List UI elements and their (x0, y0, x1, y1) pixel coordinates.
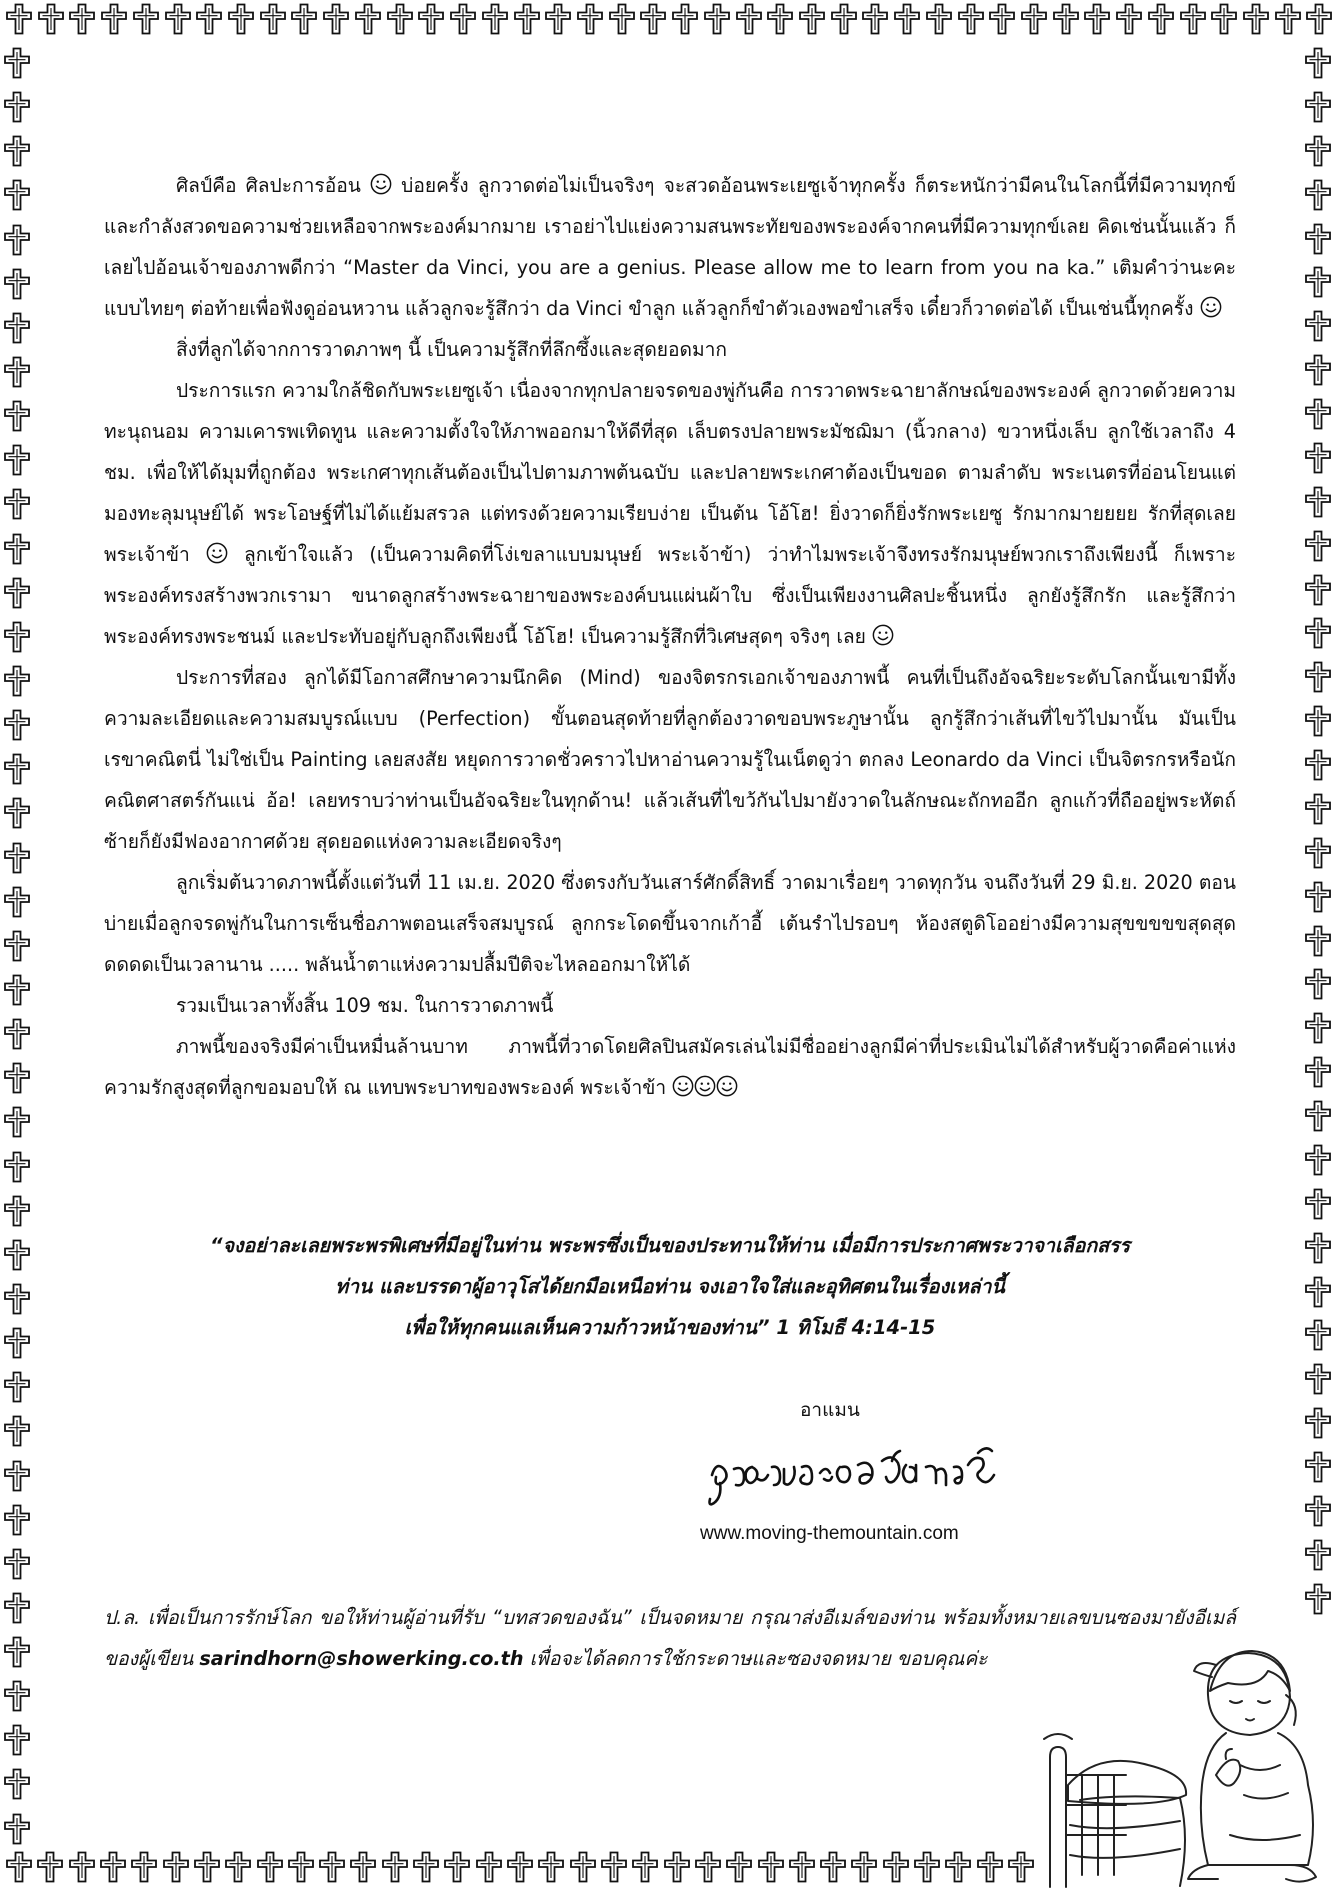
cross-icon (512, 2, 542, 36)
cross-icon (1303, 836, 1333, 870)
cross-icon (67, 1850, 97, 1884)
cross-icon (630, 1850, 660, 1884)
cross-icon (1303, 1099, 1333, 1133)
paragraph-text: รวมเป็นเวลาทั้งสิ้น 109 ชม. ในการวาดภาพนี้ (176, 994, 554, 1017)
cross-icon (2, 1017, 32, 1051)
cross-icon (2, 178, 32, 212)
cross-icon (2, 1679, 32, 1713)
cross-icon (1303, 792, 1333, 826)
body-paragraph (104, 657, 1236, 862)
paragraph-text: บ่อยครั้ง ลูกวาดต่อไม่เป็นจริงๆ จะสวดอ้อนพระเยซูเจ้าทุกครั้ง ก็ตระหนักว่ามีคนในโลกนี้ที่มีความทุกข์และกำลังสวดขอความช่วยเหลือจากพระองค์มากมาย เราอย่าไปแย่งความสนพระทัยของพระองค์จากคนที่มีความทุกข์เลย คิดเช่นนั้นแล้ว ก็เลยไปอ้อนเจ้าของภาพดีกว่า “Master da Vinci, you are a genius. Please allow me to learn from you na ka.” เติมคำว่านะคะแบบไทยๆ ต่อท้ายเพื่อฟังดูอ่อนหวาน แล้วลูกจะรู้สึกว่า da Vinci ขำลูก แล้วลูกก็ขำตัวเองพอขำเสร็จ เดี๋ยวก็วาดต่อได้ เป็นเช่นนี้ทุกครั้ง (104, 174, 1237, 320)
cross-icon (2, 620, 32, 654)
cross-icon (2, 311, 32, 345)
cross-icon (98, 1850, 128, 1884)
cross-icon (348, 1850, 378, 1884)
website-url: www.moving-themountain.com (700, 1523, 959, 1544)
cross-icon (2, 1238, 32, 1272)
cross-icon (1303, 1582, 1333, 1616)
cross-icon (2, 134, 32, 168)
cross-icon (536, 1850, 566, 1884)
cross-icon (2, 532, 32, 566)
cross-icon (2, 1370, 32, 1404)
cross-icon (2, 1105, 32, 1139)
cross-icon (662, 1850, 692, 1884)
cross-icon (787, 1850, 817, 1884)
cross-icon (724, 1850, 754, 1884)
scripture-quote (104, 1225, 1236, 1348)
quote-line: เพื่อให้ทุกคนแลเห็นความก้าวหน้าของท่าน” 1 ทิโมธี 4:14-15 (404, 1316, 936, 1339)
paragraph-text: ประการแรก ความใกล้ชิดกับพระเยซูเจ้า เนื่องจากทุกปลายจรดของพู่กันคือ การวาดพระฉายาลักษณ์ของพระองค์ ลูกวาดด้วยความทะนุถนอม ความเคารพเทิดทูน และความตั้งใจให้ภาพออกมาให้ดีที่สุด เล็บตรงปลายพระมัชฌิมา (นิ้วกลาง) ขวาหนึ่งเล็บ ลูกใช้เวลาถึง 4 ชม. เพื่อให้ได้มุมที่ถูกต้อง พระเกศาทุกเส้นต้องเป็นไปตามภาพต้นฉบับ และปลายพระเกศาต้องเป็นขอด ตามลำดับ พระเนตรที่อ่อนโยนแต่มองทะลุมนุษย์ได้ พระโอษฐ์ที่ไม่ได้แย้มสรวล แต่ทรงด้วยความเรียบง่าย เป็นต้น โอ้โฮ! ยิ่งวาดก็ยิ่งรักพระเยซู รักมากมายยยย รักที่สุดเลย พระเจ้าข้า (104, 379, 1236, 566)
cross-icon (1303, 1318, 1333, 1352)
cross-icon (385, 2, 415, 36)
cross-icon (1273, 2, 1303, 36)
cross-icon (2, 664, 32, 698)
cross-icon (797, 2, 827, 36)
cross-icon (2, 752, 32, 786)
body-paragraph (104, 1026, 1236, 1108)
cross-icon (480, 2, 510, 36)
cross-icon (353, 2, 383, 36)
cross-icon (1082, 2, 1112, 36)
cross-icon (2, 973, 32, 1007)
cross-icon (2, 1150, 32, 1184)
cross-icon (599, 1850, 629, 1884)
cross-icon (474, 1850, 504, 1884)
cross-icon (2, 90, 32, 124)
cross-icon (2, 1635, 32, 1669)
cross-icon (1303, 573, 1333, 607)
cross-icon (543, 2, 573, 36)
cross-icon (36, 2, 66, 36)
cross-icon (2, 443, 32, 477)
cross-icon (818, 1850, 848, 1884)
body-paragraph (104, 985, 1236, 1026)
cross-icon (1303, 880, 1333, 914)
body-paragraph (104, 165, 1236, 329)
cross-icon (912, 1850, 942, 1884)
cross-icon (163, 2, 193, 36)
smiley-face-icon (1200, 296, 1222, 318)
quote-line: “จงอย่าละเลยพระพรพิเศษที่มีอยู่ในท่าน พระพรซึ่งเป็นของประทานให้ท่าน เมื่อมีการประกาศพระวาจาเลือกสรร (210, 1234, 1130, 1257)
cross-icon (1303, 529, 1333, 563)
smiley-face-icon (694, 1075, 716, 1097)
cross-icon (702, 2, 732, 36)
cross-icon (194, 2, 224, 36)
cross-icon (987, 2, 1017, 36)
paragraph-text: ลูกเริ่มต้นวาดภาพนี้ตั้งแต่วันที่ 11 เม.ย. 2020 ซึ่งตรงกับวันเสาร์ศักดิ์สิทธิ์ วาดมาเรื่อยๆ วาดทุกวัน จนถึงวันที่ 29 มิ.ย. 2020 ตอนบ่ายเมื่อลูกจรดพู่กันในการเซ็นชื่อภาพตอนเสร็จสมบูรณ์ ลูกกระโดดขึ้นจากเก้าอี้ เต้นรำไปรอบๆ ห้องสตูดิโออย่างมีความสุขขขขขสุดสุดดดดดเป็นเวลานาน ..... พลันน้ำตาแห่งความปลื้มปีติจะไหลออกมาให้ได้ (104, 871, 1236, 976)
cross-icon (4, 1850, 34, 1884)
cross-icon (1303, 222, 1333, 256)
body-paragraph (104, 862, 1236, 985)
paragraph-text: ศิลป์คือ ศิลปะการอ้อน (176, 174, 371, 197)
cross-icon (693, 1850, 723, 1884)
cross-icon (448, 2, 478, 36)
cross-icon (2, 487, 32, 521)
border-left (2, 46, 36, 1846)
cross-icon (2, 1812, 32, 1846)
cross-icon (1303, 90, 1333, 124)
cross-icon (1303, 397, 1333, 431)
cross-icon (1051, 2, 1081, 36)
cross-icon (416, 2, 446, 36)
cross-icon (2, 355, 32, 389)
postscript-text: ป.ล. เพื่อเป็นการรักษ์โลก ขอให้ท่านผู้อ่านที่รับ “บทสวดของฉัน” เป็นจดหมาย กรุณาส่งอีเมล์ของท่าน พร้อมทั้งหมายเลขบนซองมายังอีเมล์ของผู้เขียน (104, 1606, 1236, 1670)
paragraph-text: ประการที่สอง ลูกได้มีโอกาสศึกษาความนึกคิด (Mind) ของจิตรกรเอกเจ้าของภาพนี้ คนที่เป็นถึงอัจฉริยะระดับโลกนั้นเขามีทั้งความละเอียดและความสมบูรณ์แบบ (Perfection) ขั้นตอนสุดท้ายที่ลูกต้องวาดขอบพระภูษานั้น ลูกรู้สึกว่าเส้นที่ไขว้ไปมานั้น มันเป็นเรขาคณิตนี่ ไม่ใช่เป็น Painting เลยสงสัย หยุดการวาดชั่วคราวไปหาอ่านความรู้ในเน็ตดูว่า ตกลง Leonardo da Vinci เป็นจิตรกรหรือนักคณิตศาสตร์กันแน่ อ้อ! เลยทราบว่าท่านเป็นอัจฉริยะในทุกด้าน! แล้วเส้นที่ไขว้กันไปมายังวาดในลักษณะถักทออีก ลูกแก้วที่ถืออยู่พระหัตถ์ซ้ายก็ยังมีฟองอากาศด้วย สุดยอดแห่งความละเอียดจริงๆ (104, 666, 1236, 853)
cross-icon (1303, 441, 1333, 475)
paragraph-text: ลูกเข้าใจแล้ว (เป็นความคิดที่โง่เขลาแบบมนุษย์ พระเจ้าข้า) ว่าทำไมพระเจ้าจึงทรงรักมนุษย์พวกเราถึงเพียงนี้ ก็เพราะพระองค์ทรงสร้างพวกเรามา ขนาดลูกสร้างพระฉายาของพระองค์บนแผ่นผ้าใบ ซึ่งเป็นเพียงงานศิลปะชิ้นหนึ่ง ลูกยังรู้สึกรัก และรู้สึกว่าพระองค์ทรงพระชนม์ และประทับอยู่กับลูกถึงเพียงนี้ โอ้โฮ! เป็นความรู้สึกที่วิเศษสุดๆ จริงๆ เลย (104, 543, 1237, 648)
cross-icon (1303, 660, 1333, 694)
cross-icon (1303, 748, 1333, 782)
cross-icon (568, 1850, 598, 1884)
handwritten-signature (706, 1443, 1016, 1513)
cross-icon (1303, 1055, 1333, 1089)
cross-icon (2, 885, 32, 919)
cross-icon (1303, 967, 1333, 1001)
cross-icon (317, 1850, 347, 1884)
cross-icon (1241, 2, 1271, 36)
cross-icon (2, 1767, 32, 1801)
cross-icon (2, 267, 32, 301)
cross-icon (99, 2, 129, 36)
cross-icon (321, 2, 351, 36)
cross-icon (575, 2, 605, 36)
border-bottom (0, 1850, 1040, 1890)
cross-icon (892, 2, 922, 36)
cross-icon (1303, 1231, 1333, 1265)
border-right (1303, 46, 1337, 1616)
cross-icon (2, 1503, 32, 1537)
author-email: sarindhorn@showerking.co.th (199, 1647, 524, 1670)
cross-icon (1303, 309, 1333, 343)
cross-icon (223, 1850, 253, 1884)
cross-icon (1303, 924, 1333, 958)
cross-icon (881, 1850, 911, 1884)
cross-icon (1303, 704, 1333, 738)
cross-icon (2, 929, 32, 963)
cross-icon (2, 1194, 32, 1228)
cross-icon (1303, 46, 1333, 80)
cross-icon (2, 1282, 32, 1316)
cross-icon (2, 1591, 32, 1625)
cross-icon (1303, 353, 1333, 387)
cross-icon (286, 1850, 316, 1884)
cross-icon (1303, 1450, 1333, 1484)
cross-icon (860, 2, 890, 36)
smiley-face-icon (370, 173, 392, 195)
cross-icon (2, 1459, 32, 1493)
cross-icon (1006, 1850, 1036, 1884)
cross-icon (2, 399, 32, 433)
cross-icon (2, 1547, 32, 1581)
border-top (0, 2, 1339, 42)
cross-icon (2, 708, 32, 742)
cross-icon (1303, 1494, 1333, 1528)
cross-icon (411, 1850, 441, 1884)
cross-icon (442, 1850, 472, 1884)
cross-icon (380, 1850, 410, 1884)
cross-icon (1146, 2, 1176, 36)
cross-icon (1303, 1011, 1333, 1045)
cross-icon (2, 1326, 32, 1360)
cross-icon (2, 223, 32, 257)
cross-icon (924, 2, 954, 36)
cross-icon (1303, 178, 1333, 212)
cross-icon (1303, 1143, 1333, 1177)
cross-icon (1304, 2, 1334, 36)
cross-icon (1303, 1187, 1333, 1221)
paragraph-text: สิ่งที่ลูกได้จากการวาดภาพๆ นี้ เป็นความรู้สึกที่ลึกซึ้งและสุดยอดมาก (176, 338, 728, 361)
cross-icon (956, 2, 986, 36)
cross-icon (607, 2, 637, 36)
cross-icon (4, 2, 34, 36)
postscript-text-end: เพื่อจะได้ลดการใช้กระดาษและซองจดหมาย ขอบคุณค่ะ (523, 1647, 988, 1670)
cross-icon (226, 2, 256, 36)
cross-icon (1019, 2, 1049, 36)
body-paragraph (104, 329, 1236, 370)
cross-icon (765, 2, 795, 36)
body-paragraph (104, 370, 1236, 657)
smiley-face-icon (872, 624, 894, 646)
cross-icon (67, 2, 97, 36)
cross-icon (192, 1850, 222, 1884)
cross-icon (35, 1850, 65, 1884)
cross-icon (255, 1850, 285, 1884)
cross-icon (1303, 485, 1333, 519)
cross-icon (1114, 2, 1144, 36)
cross-icon (1178, 2, 1208, 36)
cross-icon (1303, 1362, 1333, 1396)
cross-icon (2, 46, 32, 80)
cross-icon (2, 841, 32, 875)
cross-icon (2, 576, 32, 610)
cross-icon (161, 1850, 191, 1884)
cross-icon (1303, 265, 1333, 299)
letter-body (104, 165, 1236, 1108)
cross-icon (734, 2, 764, 36)
cross-icon (2, 796, 32, 830)
cross-icon (1209, 2, 1239, 36)
cross-icon (849, 1850, 879, 1884)
cross-icon (1303, 134, 1333, 168)
cross-icon (1303, 616, 1333, 650)
cross-icon (505, 1850, 535, 1884)
cross-icon (2, 1723, 32, 1757)
cross-icon (638, 2, 668, 36)
quote-line: ท่าน และบรรดาผู้อาวุโสได้ยกมือเหนือท่าน จงเอาใจใส่และอุทิศตนในเรื่องเหล่านี้ (335, 1275, 1005, 1298)
smiley-face-icon (206, 542, 228, 564)
cross-icon (258, 2, 288, 36)
amen-text: อาแมน (800, 1399, 860, 1421)
cross-icon (943, 1850, 973, 1884)
cross-icon (1303, 1406, 1333, 1440)
cross-icon (129, 1850, 159, 1884)
cross-icon (2, 1414, 32, 1448)
cross-icon (289, 2, 319, 36)
cross-icon (756, 1850, 786, 1884)
praying-child-illustration (1040, 1635, 1335, 1890)
smiley-face-icon (672, 1075, 694, 1097)
paragraph-text: ภาพนี้ของจริงมีค่าเป็นหมื่นล้านบาท ภาพนี้ที่วาดโดยศิลปินสมัครเล่นไม่มีชื่ออย่างลูกมีค่าที่ประเมินไม่ได้สำหรับผู้วาดคือค่าแห่งความรักสูงสุดที่ลูกขอมอบให้ ณ แทบพระบาทของพระองค์ พระเจ้าข้า (104, 1035, 1236, 1099)
cross-icon (1303, 1538, 1333, 1572)
cross-icon (829, 2, 859, 36)
smiley-face-icon (716, 1075, 738, 1097)
cross-icon (975, 1850, 1005, 1884)
cross-icon (670, 2, 700, 36)
cross-icon (131, 2, 161, 36)
cross-icon (1303, 1275, 1333, 1309)
cross-icon (2, 1061, 32, 1095)
